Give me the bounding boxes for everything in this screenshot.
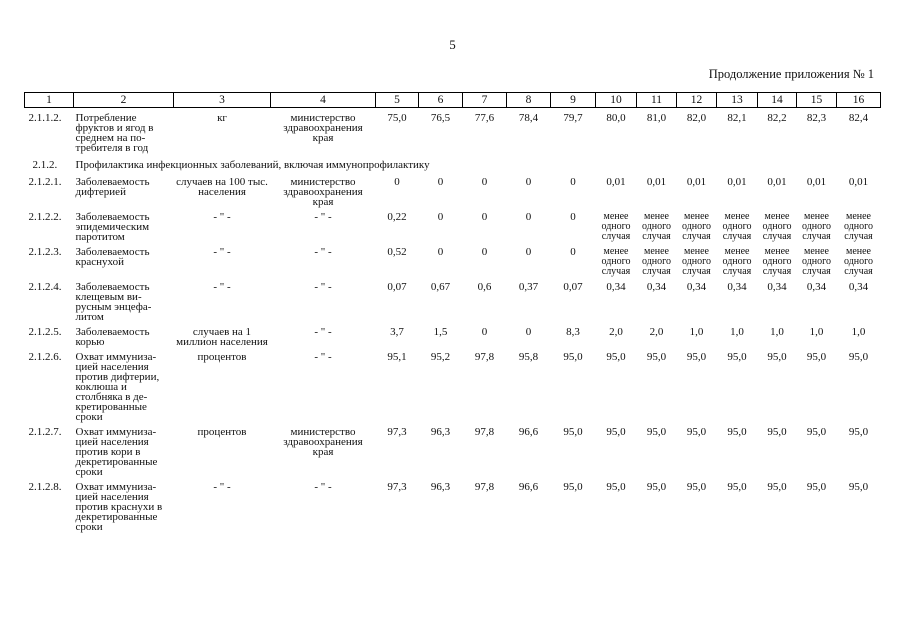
row-value: 96,6 [518, 426, 539, 438]
row-name: Охват иммуниза- цией населения против кори в декретированные сроки [75, 426, 158, 478]
row-value: 95,0 [686, 481, 707, 493]
row-value: 0,34 [646, 281, 667, 293]
row-value: 0,6 [477, 281, 492, 293]
row-value: 95,0 [806, 351, 827, 363]
row-value: 1,0 [689, 326, 704, 338]
column-header: 9 [551, 93, 596, 108]
row-value: 95,0 [606, 351, 626, 363]
row-value: 0 [525, 246, 532, 258]
row-value: менее одного случая [801, 211, 831, 242]
row-value: 0,34 [727, 281, 747, 293]
row-value: менее одного случая [641, 211, 671, 242]
row-value: 95,0 [686, 351, 707, 363]
row-value: 1,0 [770, 326, 784, 338]
table-row [25, 481, 881, 532]
column-header: 2 [74, 93, 174, 108]
continuation-note: Продолжение приложения № 1 [708, 67, 874, 81]
column-header: 8 [507, 93, 551, 108]
row-value: 8,3 [566, 326, 580, 338]
row-value: 0 [437, 176, 444, 188]
column-header: 15 [797, 93, 837, 108]
row-value: 95,0 [727, 481, 747, 493]
row-value: 0,01 [606, 176, 626, 188]
table-row [25, 281, 881, 322]
row-unit: - " - [213, 281, 231, 293]
row-value: менее одного случая [601, 211, 631, 242]
row-unit: - " - [213, 211, 231, 223]
row-value: 0,01 [646, 176, 667, 188]
row-value: 96,6 [518, 481, 539, 493]
row-value: 95,0 [806, 481, 827, 493]
row-value: 1,0 [851, 326, 866, 338]
row-value: 0 [525, 211, 532, 223]
row-value: 0,34 [606, 281, 626, 293]
row-value: 0 [525, 176, 532, 188]
row-value: 82,0 [686, 112, 707, 124]
row-value: менее одного случая [762, 211, 792, 242]
row-value: 95,1 [387, 351, 407, 363]
table-row [25, 112, 881, 153]
row-value: 95,0 [646, 481, 667, 493]
row-responsible: министерство здравоохранения края [283, 112, 363, 144]
row-value: 97,3 [387, 481, 407, 493]
row-value: 1,0 [809, 326, 824, 338]
row-code: 2.1.2.1. [28, 176, 62, 188]
row-value: менее одного случая [801, 246, 831, 277]
row-name: Потребление фруктов и ягод в среднем на по- требителя в год [75, 112, 154, 154]
row-value: 95,0 [686, 426, 707, 438]
row-value: менее одного случая [641, 246, 671, 277]
row-value: 82,3 [806, 112, 827, 124]
row-value: 0 [570, 176, 576, 188]
column-header: 4 [271, 93, 376, 108]
row-name: Заболеваемость клещевым ви- русным энцефа- литом [75, 281, 152, 323]
row-name: Заболеваемость краснухой [75, 246, 150, 268]
row-value: 81,0 [646, 112, 667, 124]
table-row [25, 326, 881, 347]
row-value: 0 [481, 176, 488, 188]
table-row [25, 246, 881, 277]
row-code: 2.1.2.2. [28, 211, 62, 223]
row-responsible: - " - [314, 211, 332, 223]
column-header: 11 [637, 93, 677, 108]
row-value: 0,01 [848, 176, 869, 188]
row-value: 97,8 [474, 426, 495, 438]
row-value: 95,0 [563, 481, 583, 493]
row-code: 2.1.2.8. [28, 481, 62, 493]
row-value: 95,0 [767, 426, 787, 438]
column-header: 3 [174, 93, 271, 108]
row-unit: - " - [213, 246, 231, 258]
table-row [25, 176, 881, 207]
row-code: 2.1.2.6. [28, 351, 62, 363]
row-value: 0,34 [767, 281, 787, 293]
row-value: менее одного случая [762, 246, 792, 277]
row-value: 97,3 [387, 426, 407, 438]
row-value: менее одного случая [722, 211, 752, 242]
row-value: 95,0 [767, 481, 787, 493]
row-value: 0 [437, 211, 444, 223]
row-value: менее одного случая [843, 246, 873, 277]
row-value: 0,22 [387, 211, 407, 223]
row-responsible: министерство здравоохранения края [283, 176, 363, 208]
row-value: 95,0 [727, 426, 747, 438]
row-value: 0 [570, 211, 576, 223]
row-value: 95,0 [563, 426, 583, 438]
section-title: Профилактика инфекционных заболеваний, включая иммунопрофилактику [75, 159, 430, 171]
row-value: 2,0 [609, 326, 623, 338]
table-row [25, 211, 881, 242]
column-header: 14 [758, 93, 797, 108]
row-code: 2.1.2.4. [28, 281, 62, 293]
row-value: 75,0 [387, 112, 407, 124]
row-code: 2.1.2.7. [28, 426, 62, 438]
row-value: 1,0 [730, 326, 744, 338]
row-value: 0,34 [848, 281, 869, 293]
row-value: 95,0 [727, 351, 747, 363]
row-value: менее одного случая [722, 246, 752, 277]
page-number: 5 [449, 37, 456, 52]
row-name: Охват иммуниза- цией населения против дифтерии, коклюша и столбняка в де- кретированные сроки [75, 351, 160, 423]
column-header: 7 [463, 93, 507, 108]
section-code: 2.1.2. [32, 159, 58, 171]
row-unit: процентов [197, 426, 247, 438]
row-value: 0 [437, 246, 444, 258]
row-responsible: - " - [314, 281, 332, 293]
row-value: 0 [525, 326, 532, 338]
row-name: Охват иммуниза- цией населения против краснухи в декретированные сроки [75, 481, 163, 533]
row-value: 0,07 [387, 281, 407, 293]
row-value: 82,2 [767, 112, 787, 124]
column-header: 5 [376, 93, 419, 108]
row-value: 97,8 [474, 481, 495, 493]
row-value: 80,0 [606, 112, 626, 124]
row-unit: случаев на 100 тыс. населения [176, 176, 268, 198]
row-responsible: - " - [314, 246, 332, 258]
row-value: 95,0 [848, 351, 869, 363]
row-value: 96,3 [430, 481, 451, 493]
row-value: 95,0 [606, 426, 626, 438]
row-value: менее одного случая [843, 211, 873, 242]
row-value: 0,01 [806, 176, 827, 188]
row-value: 0,37 [518, 281, 539, 293]
row-value: 0 [394, 176, 400, 188]
row-value: 1,5 [433, 326, 448, 338]
row-value: 0,67 [430, 281, 451, 293]
row-value: 95,0 [806, 426, 827, 438]
row-value: менее одного случая [681, 211, 711, 242]
row-value: 2,0 [649, 326, 664, 338]
row-value: 0,34 [686, 281, 707, 293]
indicators-table [24, 92, 881, 536]
column-header: 16 [837, 93, 881, 108]
row-value: 0 [481, 246, 488, 258]
row-unit: случаев на 1 миллион населения [176, 326, 268, 348]
column-header: 10 [596, 93, 637, 108]
row-value: 95,0 [563, 351, 583, 363]
row-value: 79,7 [563, 112, 583, 124]
row-value: 95,0 [848, 481, 869, 493]
column-header: 6 [419, 93, 463, 108]
row-value: 0 [570, 246, 576, 258]
row-responsible: - " - [314, 351, 332, 363]
row-value: 0,52 [387, 246, 407, 258]
row-code: 2.1.2.3. [28, 246, 62, 258]
section-row [25, 157, 881, 172]
row-responsible: - " - [314, 481, 332, 493]
row-value: 0,07 [563, 281, 583, 293]
row-value: 78,4 [518, 112, 539, 124]
row-unit: кг [217, 112, 227, 124]
row-unit: - " - [213, 481, 231, 493]
column-header: 12 [677, 93, 717, 108]
table-header-row [25, 93, 881, 108]
row-responsible: министерство здравоохранения края [283, 426, 363, 458]
row-value: 3,7 [390, 326, 404, 338]
row-value: 95,0 [646, 351, 667, 363]
row-value: 0,01 [727, 176, 747, 188]
row-value: 96,3 [430, 426, 451, 438]
row-value: 95,0 [848, 426, 869, 438]
row-unit: процентов [197, 351, 247, 363]
row-name: Заболеваемость дифтерией [75, 176, 150, 198]
row-value: менее одного случая [681, 246, 711, 277]
row-value: 0,01 [767, 176, 787, 188]
row-value: 95,8 [518, 351, 539, 363]
row-value: 82,1 [727, 112, 747, 124]
row-value: 0 [481, 211, 488, 223]
row-code: 2.1.1.2. [28, 112, 62, 124]
row-responsible: - " - [314, 326, 332, 338]
row-value: 82,4 [848, 112, 869, 124]
row-value: 0,34 [806, 281, 827, 293]
row-name: Заболеваемость корью [75, 326, 150, 348]
row-value: 95,0 [606, 481, 626, 493]
column-header: 1 [25, 93, 74, 108]
row-value: 95,2 [430, 351, 451, 363]
row-value: 97,8 [474, 351, 495, 363]
table-row [25, 351, 881, 422]
row-value: 0 [481, 326, 488, 338]
row-value: 95,0 [767, 351, 787, 363]
row-value: 76,5 [430, 112, 451, 124]
row-name: Заболеваемость эпидемическим паротитом [75, 211, 150, 243]
row-value: 0,01 [686, 176, 707, 188]
row-value: 77,6 [474, 112, 495, 124]
table-row [25, 426, 881, 477]
column-header: 13 [717, 93, 758, 108]
row-value: менее одного случая [601, 246, 631, 277]
row-code: 2.1.2.5. [28, 326, 62, 338]
row-value: 95,0 [646, 426, 667, 438]
